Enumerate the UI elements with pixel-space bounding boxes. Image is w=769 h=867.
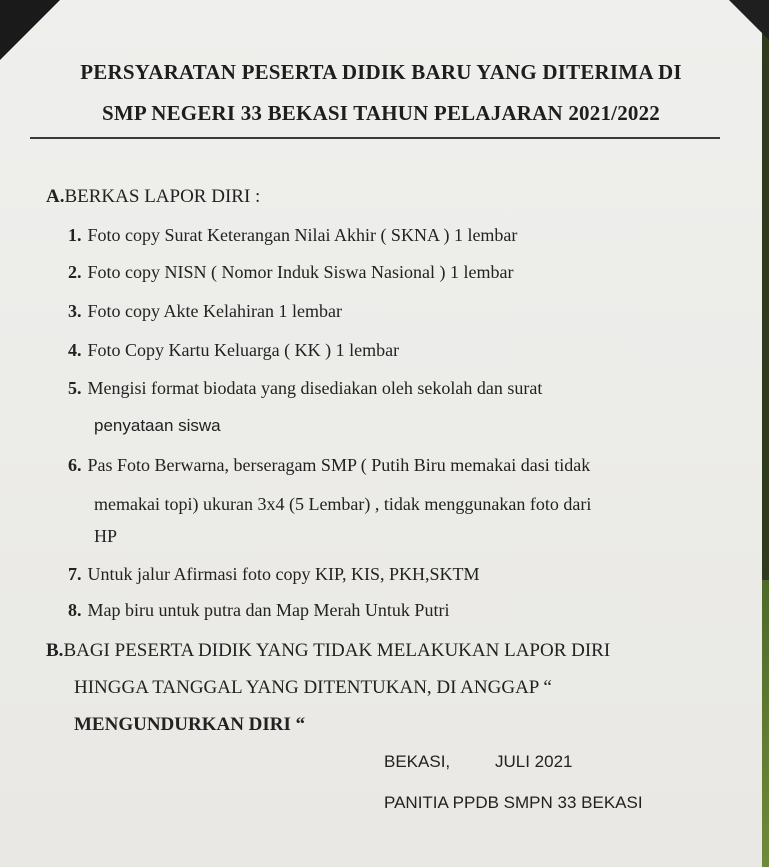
section-b-label: B. [46, 640, 64, 661]
list-item-continuation: memakai topi) ukuran 3x4 (5 Lembar) , tidak menggunakan foto dari [94, 494, 592, 514]
list-item [68, 600, 449, 621]
list-item-text: Mengisi format biodata yang disediakan oleh sekolah dan surat [87, 378, 543, 398]
list-item-number: 7. [68, 564, 82, 584]
list-item-continuation: penyataan siswa [94, 416, 221, 435]
list-item-number: 5. [68, 378, 82, 398]
section-a-label: A. [46, 186, 65, 207]
list-item [68, 455, 590, 476]
page-title-line-1: PERSYARATAN PESERTA DIDIK BARU YANG DITERIMA DI [80, 60, 682, 84]
section-b-text-line-3: MENGUNDURKAN DIRI “ [74, 714, 306, 735]
section-a-heading [46, 186, 260, 208]
background-corner-left [0, 0, 60, 60]
list-item-text: Untuk jalur Afirmasi foto copy KIP, KIS, PKH,SKTM [87, 564, 480, 584]
list-item-text: Foto copy NISN ( Nomor Induk Siswa Nasional ) 1 lembar [87, 262, 514, 282]
section-b-text-line-2: HINGGA TANGGAL YANG DITENTUKAN, DI ANGGAP “ [74, 677, 552, 698]
list-item-text: Foto copy Akte Kelahiran 1 lembar [87, 301, 342, 321]
list-item [68, 340, 399, 361]
list-item-text: Foto copy Surat Keterangan Nilai Akhir ( SKNA ) 1 lembar [87, 225, 518, 245]
page-title-line-2: SMP NEGERI 33 BEKASI TAHUN PELAJARAN 2021/2022 [102, 101, 660, 125]
list-item-number: 4. [68, 340, 82, 360]
list-item-number: 2. [68, 262, 82, 282]
list-item-text: Map biru untuk putra dan Map Merah Untuk Putri [87, 600, 450, 620]
list-item-number: 3. [68, 301, 82, 321]
list-item [68, 225, 517, 246]
title-divider [30, 137, 720, 139]
list-item-text: Pas Foto Berwarna, berseragam SMP ( Putih Biru memakai dasi tidak [87, 455, 591, 475]
section-a-heading-text: BERKAS LAPOR DIRI : [64, 186, 261, 207]
section-b-heading [46, 640, 610, 662]
signature-date: JULI 2021 [495, 752, 573, 771]
list-item [68, 564, 480, 585]
list-item-number: 1. [68, 225, 82, 245]
list-item [68, 301, 342, 322]
list-item [68, 378, 542, 399]
list-item-text: Foto Copy Kartu Keluarga ( KK ) 1 lembar [87, 340, 400, 360]
section-b-text-line-1: BAGI PESERTA DIDIK YANG TIDAK MELAKUKAN LAPOR DIRI [63, 640, 611, 661]
list-item-continuation: HP [94, 526, 118, 546]
list-item [68, 262, 513, 283]
signature-city: BEKASI, [384, 752, 451, 771]
list-item-number: 6. [68, 455, 82, 475]
background-corner-right [729, 0, 769, 40]
signature-committee: PANITIA PPDB SMPN 33 BEKASI [384, 793, 643, 812]
list-item-number: 8. [68, 600, 82, 620]
